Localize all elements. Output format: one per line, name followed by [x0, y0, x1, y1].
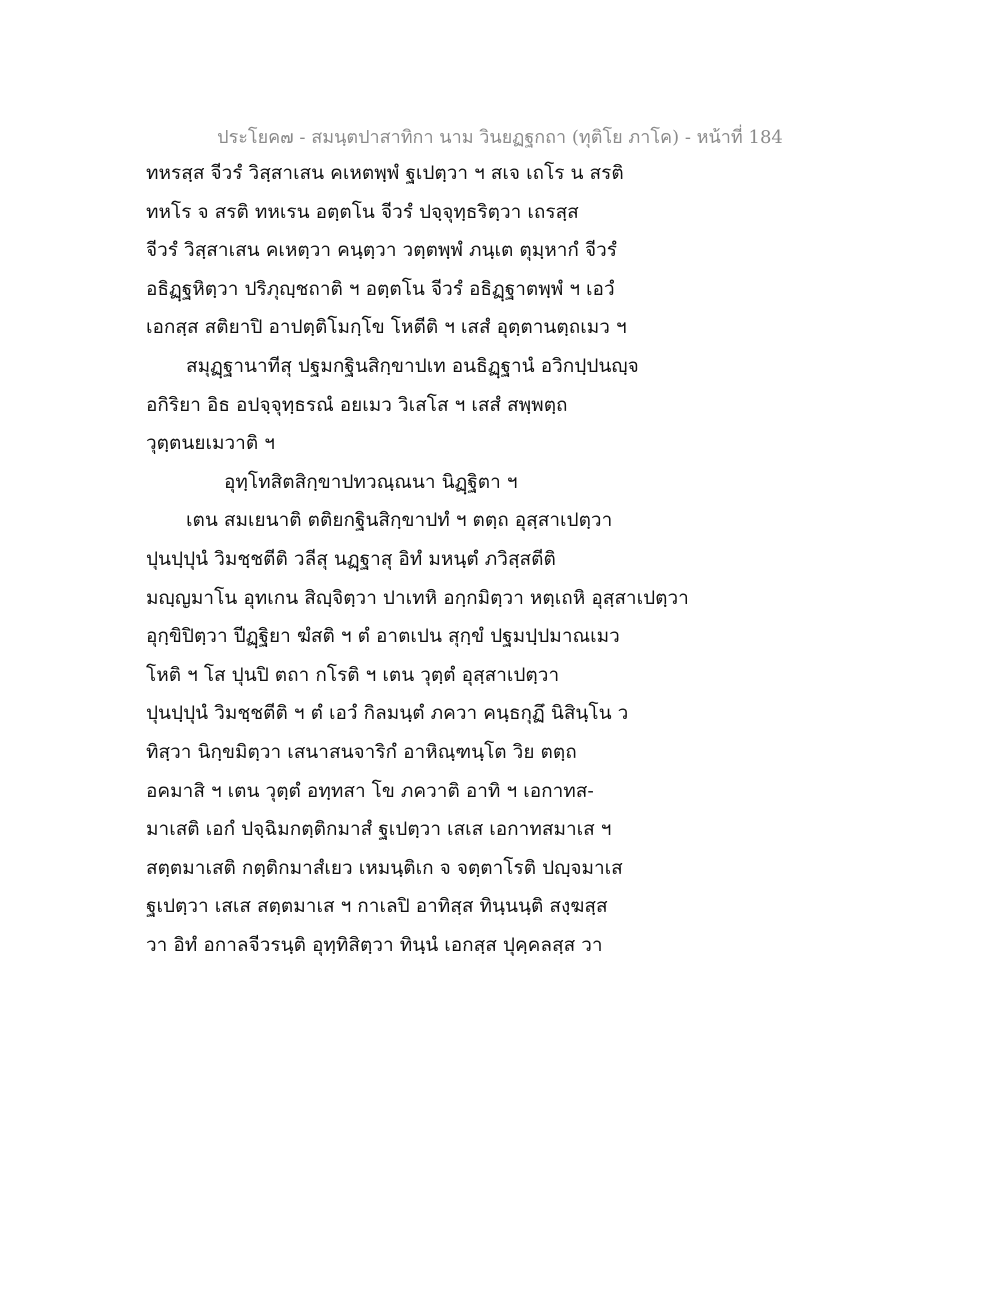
text-line: มาเสติ เอกํ ปจฺฉิมกตฺติกมาสํ ฐเปตฺวา เสเส เอกาทสมาเส ฯ	[146, 818, 612, 841]
text-line: วา อิทํ อกาลจีวรนฺติ อุทฺทิสิตฺวา ทินฺนํ เอกสฺส ปุคฺคลสฺส วา	[146, 933, 603, 956]
text-line: โหติ ฯ โส ปุนปิ ตถา กโรติ ฯ เตน วุตฺตํ อุสฺสาเปตฺวา	[146, 663, 560, 686]
text-line: ปุนปฺปุนํ วิมชฺชตีติ ฯ ตํ เอวํ กิลมนฺตํ ภควา คนฺธกุฏึ นิสินฺโน ว	[146, 702, 629, 725]
text-line: มญฺญมาโน อุทเกน สิญฺจิตฺวา ปาเทหิ อกฺกมิตฺวา หตฺเถหิ อุสฺสาเปตฺวา	[146, 586, 689, 609]
text-line: สตฺตมาเสติ กตฺติกมาสํเยว เหมนฺติเก จ จตฺตาโรติ ปญฺจมาเส	[146, 856, 623, 879]
text-line: ทหโร จ สรติ ทหเรน อตฺตโน จีวรํ ปจฺจุทฺธริตฺวา เถรสฺส	[146, 200, 579, 223]
document-body	[146, 154, 706, 964]
page-header: ประโยค๗ - สมนฺตปาสาทิกา นาม วินยฏฐกถา (ทุติโย ภาโค) - หน้าที่ 184	[217, 127, 783, 148]
section-end-title: อุทฺโทสิตสิกฺขาปทวณฺณนา นิฏฺฐิตา ฯ	[224, 470, 518, 493]
paragraph-start-line: สมุฏฺฐานาทีสุ ปฐมกฐินสิกฺขาปเท อนธิฏฺฐานํ อวิกปฺปนญฺจ	[186, 354, 639, 377]
paragraph-start-line: เตน สมเยนาติ ตติยกฐินสิกฺขาปทํ ฯ ตตฺถ อุสฺสาเปตฺวา	[186, 509, 613, 532]
text-line: ทิสฺวา นิกฺขมิตฺวา เสนาสนจาริกํ อาหิณฺฑนฺโต วิย ตตฺถ	[146, 740, 577, 763]
text-line: ฐเปตฺวา เสเส สตฺตมาเส ฯ กาเลปิ อาทิสฺส ทินฺนนฺติ สงฺฆสฺส	[146, 895, 608, 918]
text-line: อคมาสิ ฯ เตน วุตฺตํ อทฺทสา โข ภควาติ อาทิ ฯ เอกาทส-	[146, 779, 594, 802]
text-line: อุกฺขิปิตฺวา ปีฏฺฐิยา ฆํสติ ฯ ตํ อาตเปน สุกฺขํ ปฐมปฺปมาณเมว	[146, 625, 620, 648]
text-line: ทหรสฺส จีวรํ วิสฺสาเสน คเหตพฺพํ ฐเปตฺวา ฯ สเจ เถโร น สรติ	[146, 162, 624, 184]
text-line: อกิริยา อิธ อปจฺจุทฺธรณํ อยเมว วิเสโส ฯ เสสํ สพฺพตฺถ	[146, 393, 568, 416]
text-line: ปุนปฺปุนํ วิมชฺชตีติ วลีสุ นฏฺฐาสุ อิทํ มหนฺตํ ภวิสฺสตีติ	[146, 547, 556, 570]
text-line: เอกสฺส สติยาปิ อาปตฺติโมกฺโข โหตีติ ฯ เสสํ อุตฺตานตฺถเมว ฯ	[146, 316, 627, 339]
text-line: วุตฺตนยเมวาติ ฯ	[146, 432, 275, 455]
text-line: อธิฏฺฐหิตฺวา ปริภุญฺชถาติ ฯ อตฺตโน จีวรํ อธิฏฺฐาตพฺพํ ฯ เอวํ	[146, 277, 615, 300]
text-line: จีวรํ วิสฺสาเสน คเหตฺวา คนฺตฺวา วตฺตพฺพํ ภนฺเต ตุมฺหากํ จีวรํ	[146, 239, 617, 262]
